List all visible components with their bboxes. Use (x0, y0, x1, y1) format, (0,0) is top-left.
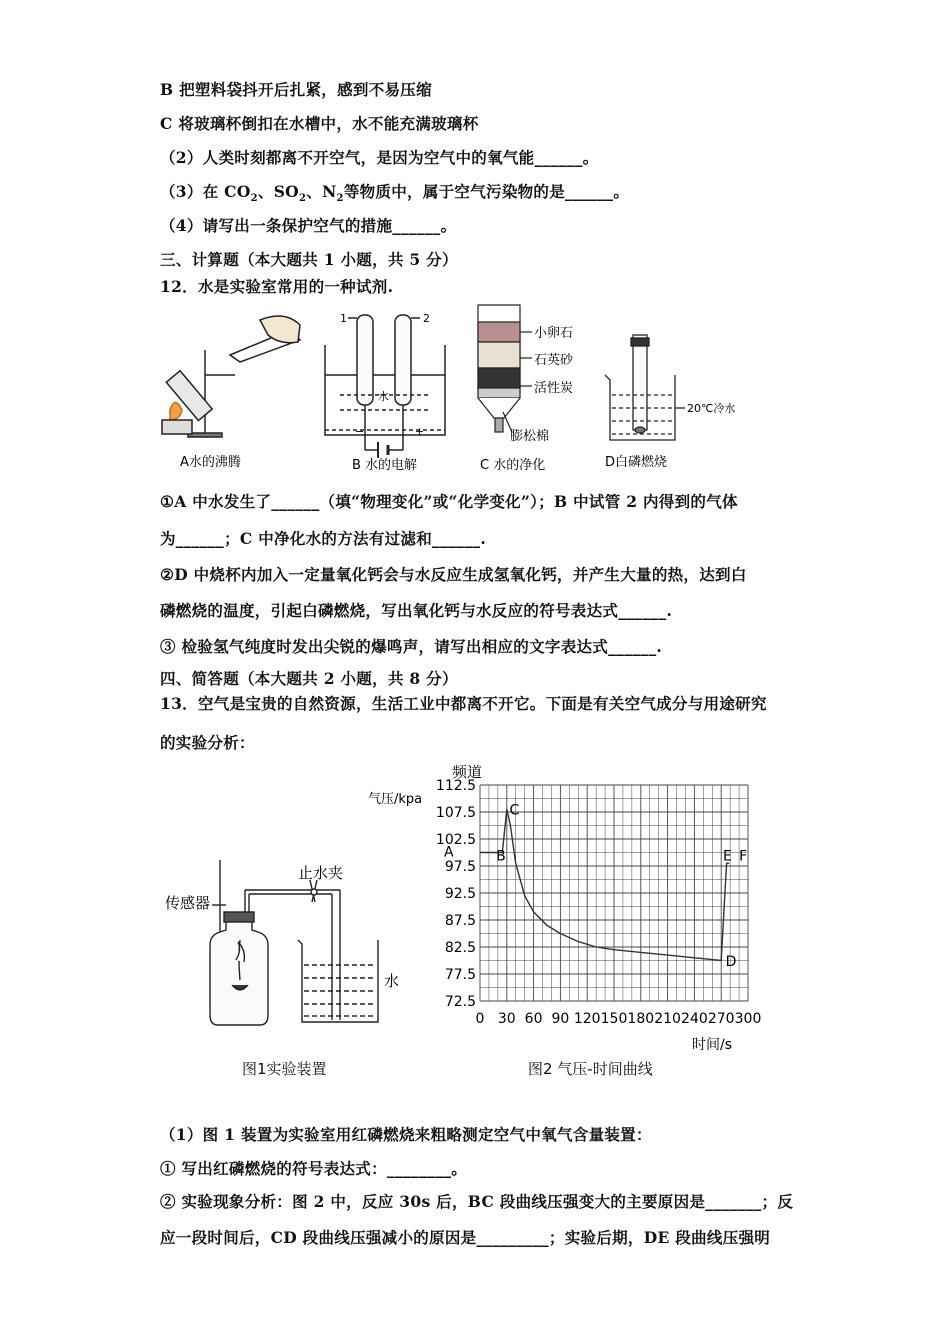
option-c-text: C 将玻璃杯倒扣在水槽中，水不能充满玻璃杯 (160, 114, 479, 133)
x-axis-label: 时间/s (692, 1037, 733, 1053)
question-13-1-part1: ① 写出红磷燃烧的符号表达式：________。 (160, 1159, 468, 1178)
subscript-2: 2 (336, 193, 344, 205)
question-12-1a: ①A 中水发生了______（填“物理变化”或“化学变化”）；B 中试管 2 内得到的气体 (160, 492, 738, 511)
question-13-1-part2b: 应一段时间后，CD 段曲线压强减小的原因是_________；实验后期，DE 段曲线压强明 (160, 1228, 771, 1247)
x-tick-label: 300 (734, 1011, 762, 1027)
electrolysis-apparatus (325, 315, 445, 458)
layer-pebbles: 小卵石 (534, 326, 574, 341)
question-13-1: （1）图 1 装置为实验室用红磷燃烧来粗略测定空气中氧气含量装置： (160, 1125, 652, 1144)
x-tick-label: 180 (627, 1011, 655, 1027)
y-tick-label: 92.5 (444, 886, 476, 902)
caption-d: D白磷燃烧 (605, 455, 668, 470)
point-label-a: A (444, 844, 454, 861)
question-13-1-part2a: ② 实验现象分析：图 2 中，反应 30s 后，BC 段曲线压强变大的主要原因是_______；反 (160, 1192, 794, 1211)
question-12-stem: 12．水是实验室常用的一种试剂. (160, 277, 394, 296)
sensor-label: 传感器 (165, 894, 211, 912)
tube-label-1: 1 (340, 312, 347, 325)
layer-carbon: 活性炭 (534, 381, 574, 396)
question-12-1b: 为______；C 中净化水的方法有过滤和______. (160, 529, 487, 548)
question-12-2b: 磷燃烧的温度，引起白磷燃烧，写出氧化钙与水反应的符号表达式______. (160, 601, 673, 620)
y-tick-label: 102.5 (435, 832, 476, 848)
layer-sand: 石英砂 (534, 353, 574, 368)
tube-label-2: 2 (423, 312, 430, 325)
question-13-stem-a: 13．空气是宝贵的自然资源，生活工业中都离不开它。下面是有关空气成分与用途研究 (160, 694, 767, 713)
curve-point-labels (444, 803, 747, 970)
x-tick-label: 30 (497, 1011, 516, 1027)
q113-part4: 等物质中，属于空气污染物的是______。 (343, 182, 630, 201)
question-12-2a: ②D 中烧杯内加入一定量氧化钙会与水反应生成氢氧化钙，并产生大量的热，达到白 (160, 565, 747, 584)
question-11-3 (160, 180, 629, 204)
minus-sign: − (355, 425, 365, 438)
figure-1-caption: 图1实验装置 (242, 1060, 327, 1078)
plus-sign: + (415, 425, 425, 438)
figure-2-caption: 图2 气压-时间曲线 (528, 1060, 653, 1078)
x-tick-label: 210 (654, 1011, 681, 1027)
beaker-water-label: 水 (384, 972, 400, 990)
purification-apparatus (478, 305, 532, 432)
x-tick-label: 240 (681, 1011, 708, 1027)
boiling-apparatus (162, 316, 300, 437)
question-12-3: ③ 检验氢气纯度时发出尖锐的爆鸣声，请写出相应的文字表达式______. (160, 637, 663, 656)
x-tick-label: 0 (475, 1011, 485, 1027)
caption-b: B 水的电解 (352, 458, 418, 473)
y-tick-label: 107.5 (435, 805, 476, 821)
subscript-2: 2 (250, 193, 258, 205)
q113-part3: 、N (306, 182, 337, 201)
option-b-text: B 把塑料袋抖开后扎紧，感到不易压缩 (160, 80, 432, 99)
y-tick-label: 77.5 (444, 967, 476, 983)
y-tick-label: 72.5 (444, 994, 476, 1010)
caption-a: A水的沸腾 (180, 455, 241, 470)
pressure-curve (480, 809, 729, 960)
water-experiments-figure (150, 300, 770, 480)
x-tick-label: 120 (573, 1011, 601, 1027)
y-tick-label: 97.5 (444, 859, 476, 875)
cold-water-label: 20℃冷水 (687, 402, 736, 415)
y-tick-label: 87.5 (444, 913, 476, 929)
layer-cotton: 膨松棉 (510, 429, 550, 444)
x-tick-label: 90 (551, 1011, 570, 1027)
x-tick-label: 60 (524, 1011, 543, 1027)
point-label-f: F (739, 848, 748, 865)
y-axis-label: 气压/kpa (368, 792, 423, 807)
chart-grid (480, 785, 748, 1001)
point-label-b: B (496, 848, 506, 865)
question-13-stem-b: 的实验分析： (160, 733, 255, 752)
q113-part1: （3）在 CO (160, 182, 251, 201)
point-label-c: C (509, 802, 520, 819)
caption-c: C 水的净化 (480, 458, 546, 473)
y-tick-label: 112.5 (435, 778, 476, 794)
water-label-b: 水 (378, 390, 389, 403)
q113-part2: 、SO (257, 182, 299, 201)
question-11-2: （2）人类时刻都离不开空气，是因为空气中的氧气能______。 (160, 148, 599, 167)
pressure-time-chart (360, 765, 780, 1055)
clamp-label: 止水夹 (298, 864, 344, 882)
chart-title: 频道 (452, 765, 483, 781)
point-label-e: E (722, 848, 732, 865)
chart-ticks (436, 778, 761, 1027)
point-label-d: D (725, 953, 737, 970)
section-4-heading: 四、简答题（本大题共 2 小题，共 8 分） (160, 669, 458, 688)
question-11-4: （4）请写出一条保护空气的措施______。 (160, 216, 457, 235)
x-tick-label: 270 (707, 1011, 735, 1027)
x-tick-label: 150 (600, 1011, 628, 1027)
y-tick-label: 82.5 (444, 940, 476, 956)
section-3-heading: 三、计算题（本大题共 1 小题，共 5 分） (160, 250, 458, 269)
subscript-2: 2 (299, 193, 307, 205)
phosphorus-apparatus (605, 335, 685, 440)
